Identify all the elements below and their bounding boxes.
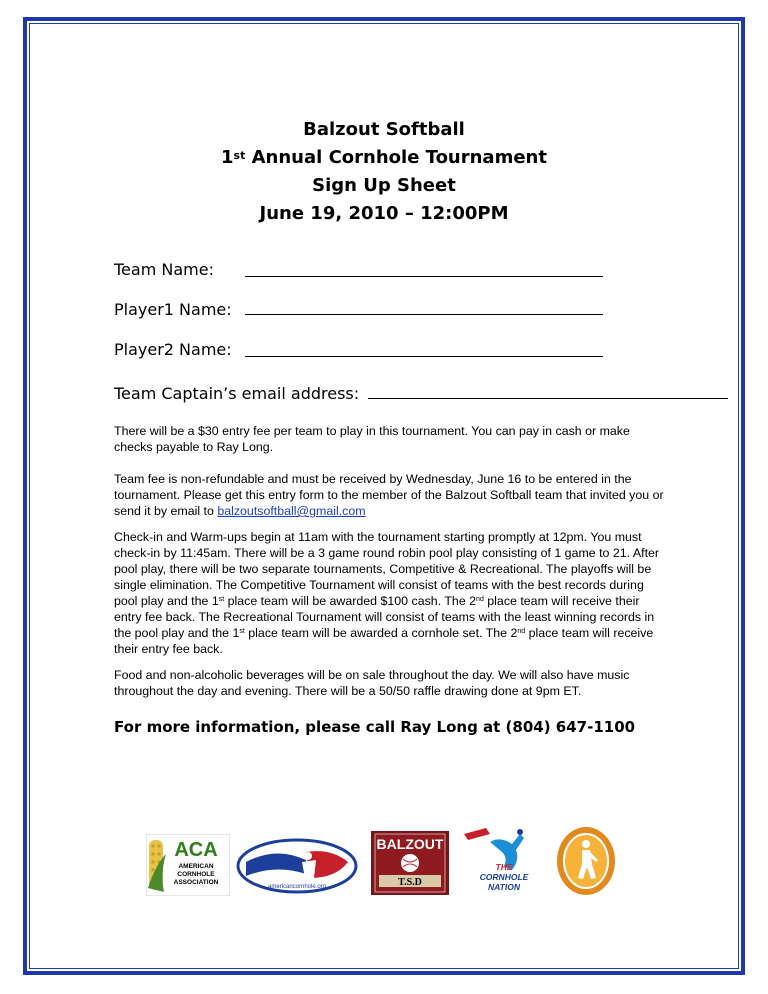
ordinal-suffix: nd — [517, 628, 526, 635]
team-name-line[interactable] — [245, 276, 603, 277]
ordinal-suffix: nd — [476, 596, 484, 603]
email-link[interactable]: balzoutsoftball@gmail.com — [217, 504, 366, 518]
ordinal-suffix: st — [218, 596, 225, 603]
aca-name-line2: CORNHOLE — [177, 871, 215, 878]
schedule-text-c: place team will receive their entry fee back. The Recreational Tournament will consist of teams with the least winning records in the pool play and the 1 — [114, 594, 655, 640]
title-ordinal: 1 — [221, 147, 234, 168]
schedule-text-a: Check-in and Warm-ups begin at 11am with the tournament starting promptly at 12pm. You must check-in by 11:45am. There will be a 3 game round robin pool play consisting of 1 game to 21. After pool play, there will be two separate tournaments, Competitive & Recreational. The playoffs will be single elimination. The Competitive Tournament will consist of teams with the best records during pool play and the 1 — [114, 530, 660, 608]
cornhole-nation-logo — [460, 826, 546, 898]
nation-line1: THE — [495, 862, 513, 872]
balzout-logo — [371, 831, 449, 895]
player1-name-label: Player1 Name: — [114, 300, 232, 319]
page-title — [0, 116, 768, 228]
aca-name-line1: AMERICAN — [178, 863, 214, 870]
title-line-4: June 19, 2010 – 12:00PM — [259, 203, 509, 224]
contact-info: For more information, please call Ray Long at (804) 647-1100 — [114, 718, 636, 736]
deadline-paragraph — [114, 471, 664, 519]
title-ordinal-suffix: st — [233, 149, 246, 162]
captain-email-label: Team Captain’s email address: — [114, 384, 360, 403]
nation-line2: CORNHOLE — [479, 872, 529, 882]
deadline-text: Team fee is non-refundable and must be received by Wednesday, June 16 to be entered in the tournament. Please get this entry form to the member of the Balzout Softball team that invited you or send it by email to — [114, 472, 664, 518]
title-line-3: Sign Up Sheet — [312, 175, 456, 196]
title-event: Annual Cornhole Tournament — [245, 147, 547, 168]
aca-abbr: ACA — [174, 839, 218, 861]
schedule-text-e: place team will receive their entry fee back. — [114, 626, 654, 656]
aca-logo — [146, 834, 230, 896]
schedule-text-b: place team will be awarded $100 cash. The 2 — [224, 594, 477, 608]
title-line-2 — [0, 144, 768, 172]
americancornhole-url: americancornhole.org — [267, 884, 327, 890]
player1-name-line[interactable] — [245, 314, 603, 315]
nation-line3: NATION — [488, 882, 520, 892]
americancornhole-logo — [236, 838, 358, 894]
team-name-label: Team Name: — [114, 260, 214, 279]
aca-name-line3: ASSOCIATION — [173, 879, 219, 886]
ordinal-suffix: st — [239, 628, 245, 635]
schedule-paragraph — [114, 529, 664, 657]
balzout-name: BALZOUT — [376, 836, 444, 852]
title-line-1: Balzout Softball — [303, 119, 465, 140]
schedule-text-d: place team will be awarded a cornhole set. The 2 — [244, 626, 518, 640]
player2-name-line[interactable] — [245, 356, 603, 357]
entry-fee-paragraph: There will be a $30 entry fee per team to play in this tournament. You can pay in cash or make checks payable to Ray Long. — [114, 424, 630, 454]
captain-email-line[interactable] — [368, 398, 728, 399]
cornhole-player-logo — [556, 826, 616, 896]
balzout-sub: T.S.D — [398, 877, 422, 888]
player2-name-label: Player2 Name: — [114, 340, 232, 359]
food-paragraph: Food and non-alcoholic beverages will be on sale throughout the day. We will also have music throughout the day and evening. There will be a 50/50 raffle drawing done at 9pm ET. — [114, 668, 630, 698]
